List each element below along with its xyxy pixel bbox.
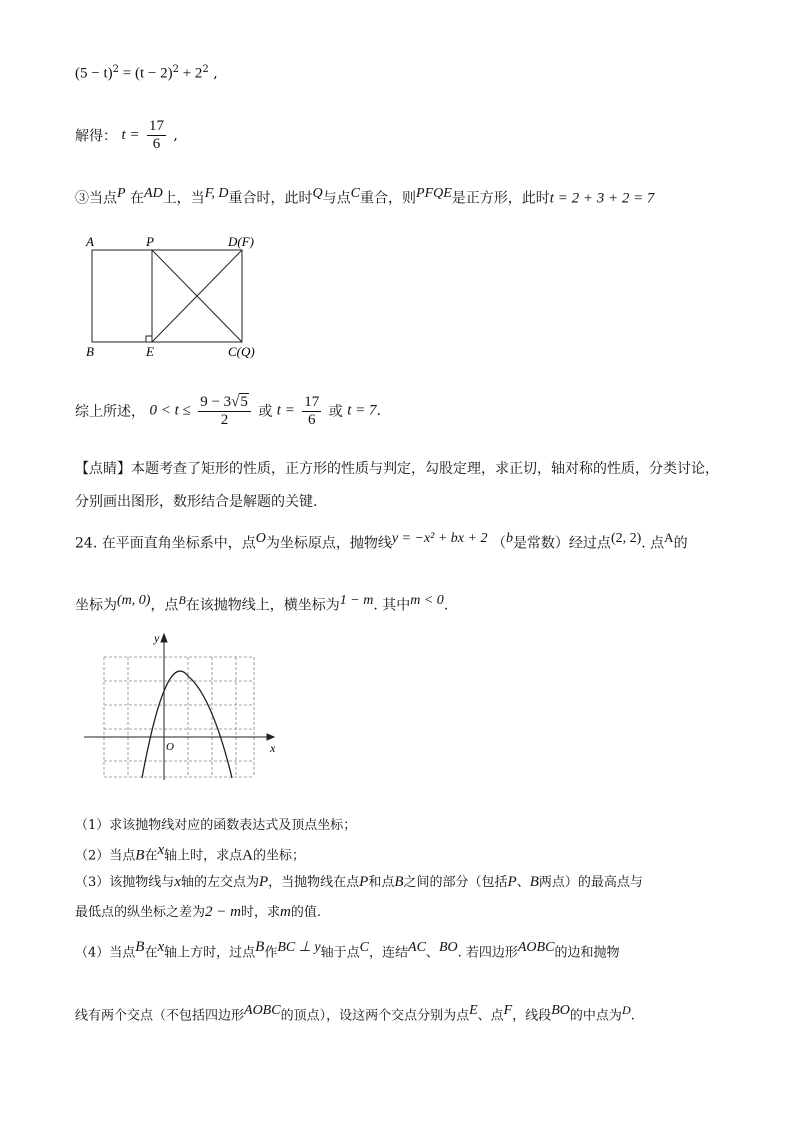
case3-line [75, 186, 654, 208]
sub4-AOBC: AOBC [517, 940, 555, 955]
var-A: A [664, 530, 674, 545]
label-P: P [146, 234, 154, 249]
text-zai: 在 [130, 190, 145, 207]
sub4-l2-e: 的中点为 [569, 1008, 622, 1024]
eq-exp3: 2 [202, 64, 209, 75]
sub3-b: 轴的左交点为 [180, 875, 259, 890]
sub3-c: ，当抛物线在点 [268, 875, 360, 890]
sub4-l2-f: . [630, 1008, 635, 1024]
q24-text-e: 的 [673, 535, 688, 552]
sub4-B2: B [255, 939, 265, 955]
grid [104, 657, 254, 777]
axis-label-x: x [270, 741, 276, 755]
label-A: A [86, 234, 94, 249]
sub4-l2-d: ，线段 [512, 1008, 552, 1024]
var-AD: AD [144, 186, 163, 201]
sub2-b: 在 [144, 848, 158, 864]
sub2-c: 轴上时，求点 [164, 848, 243, 864]
jiede-label: 解得： [75, 128, 117, 145]
x-arrow [267, 734, 274, 740]
var-Q: Q [312, 186, 323, 201]
t-equals-7b: t = 7 [347, 402, 377, 419]
q24-l2-b: ，点 [150, 597, 179, 614]
label-E: E [146, 344, 154, 359]
q24-l2-c: 在该抛物线上，横坐标为 [185, 597, 340, 614]
sub3-P3: P [507, 874, 517, 890]
var-B: B [178, 593, 186, 607]
sub4-D: D [621, 1003, 631, 1017]
sub4-i: 的边和抛物 [554, 945, 620, 961]
sub4-l2-b: 的顶点），设这两个交点分别为点 [280, 1008, 470, 1024]
sub2-A: A [242, 847, 253, 864]
eq-mid: = (t − 2) [119, 65, 173, 82]
num-a: 9 − 3 [200, 394, 232, 410]
frac-num: 17 [148, 118, 164, 134]
zongshang: 综上所述， [75, 404, 145, 420]
frac2-den: 6 [308, 411, 316, 428]
sub3-line1 [75, 871, 643, 891]
summary-line [75, 393, 381, 429]
after-frac: , [173, 127, 178, 144]
y-arrow [161, 634, 167, 642]
sub3-line2 [75, 901, 321, 921]
sub3-P2: P [359, 874, 369, 890]
label-B: B [86, 344, 94, 359]
eq-exp2: 2 [172, 64, 179, 75]
axis-label-y: y [154, 631, 160, 645]
sub4-AC: AC [408, 940, 426, 955]
sub4-h: . 若四边形 [457, 945, 518, 961]
sub4-d: 作 [264, 945, 278, 961]
sub4-F: F [503, 1003, 513, 1018]
var-C: C [350, 186, 361, 201]
sub3-m: m [280, 904, 291, 920]
sub3-l2-b: 时，求 [240, 905, 280, 920]
sub4-C: C [359, 940, 370, 955]
sqrt-den: 2 [220, 412, 229, 428]
frac2-num: 17 [304, 393, 320, 410]
huo2: 或 [328, 404, 343, 420]
parabola-curve [142, 671, 232, 778]
fraction-sqrt [198, 393, 251, 429]
case3-intro: ③当点 [75, 190, 117, 207]
sub2-B: B [135, 847, 145, 864]
rectangle-figure [80, 232, 290, 362]
t-equals-7: t = 2 + 3 + 2 = 7 [549, 190, 655, 207]
eq-exp: 2 [112, 64, 119, 75]
inequality: 0 < t ≤ [149, 402, 191, 419]
sub3-f: 、 [516, 875, 530, 890]
q24-l2-e: . [443, 597, 449, 614]
sub3-expr: 2 − m [205, 904, 241, 920]
eq-end: , [208, 65, 218, 82]
var-b: b [505, 531, 513, 546]
sub1-line: （1）求该抛物线对应的函数表达式及顶点坐标； [75, 818, 357, 833]
sqrt-num [198, 393, 251, 412]
text-yudian: 与点 [322, 190, 351, 207]
text-chonghe2: 重合，则 [360, 190, 417, 207]
label-C: C(Q) [228, 344, 255, 359]
q24-intro: 24. 在平面直角坐标系中，点 [75, 535, 256, 552]
sub4-BO: BO [438, 940, 458, 955]
dianjing-line1: 【点睛】本题考查了矩形的性质，正方形的性质与判定，勾股定理，求正切，轴对称的性质，分类讨论， [75, 461, 719, 477]
fraction-17-6 [147, 118, 166, 153]
sub2-d: 的坐标； [253, 848, 306, 864]
q24-line1 [75, 530, 688, 553]
m-lt-0: m < 0 [410, 593, 444, 608]
sub4-line2 [75, 1003, 635, 1023]
sub4-f: ，连结 [369, 945, 409, 961]
text-shi: 是正方形，此时 [451, 190, 550, 207]
sub2-x: x [157, 842, 165, 858]
sub4-AOBC2: AOBC [244, 1003, 281, 1018]
eq-plus: + 2 [178, 65, 203, 82]
sub4-B: B [135, 939, 145, 955]
q24-text-c: 是常数）经过点 [512, 535, 611, 552]
sub4-BO2: BO [551, 1003, 570, 1018]
parabola-figure [84, 630, 284, 785]
sub3-x: x [174, 874, 181, 890]
sub4-l2-c: 、点 [477, 1008, 504, 1024]
sub4-BCy: BC ⊥ y [277, 940, 321, 955]
sub3-g: 两点）的最高点与 [538, 875, 643, 890]
var-PFQE: PFQE [416, 186, 452, 201]
sub4-l2-a: 线有两个交点（不包括四边形 [75, 1008, 245, 1024]
var-FD: F, D [204, 186, 229, 201]
rect-ABCD [92, 250, 242, 342]
origin-label: O [166, 741, 174, 753]
sub3-P: P [258, 874, 269, 890]
sub3-B: B [394, 874, 404, 890]
sub4-line1 [75, 939, 619, 960]
A-coord: (m, 0) [117, 593, 151, 608]
eq-lhs: (5 − t) [75, 65, 113, 82]
sub3-l2-c: 的值. [290, 905, 321, 920]
solution-line [75, 118, 178, 153]
sub3-e: 之间的部分（包括 [403, 875, 508, 890]
q24-text-d: . 点 [641, 535, 665, 552]
sub3-l2-a: 最低点的纵坐标之差为 [75, 905, 206, 920]
t-equals: t = [121, 127, 140, 143]
dianjing-line2: 分别画出图形，数形结合是解题的关键. [75, 494, 318, 510]
sub4-e: 轴于点 [320, 945, 360, 961]
num-root: 5 [240, 394, 248, 410]
sub3-a: （3）该抛物线与 [75, 875, 175, 890]
right-angle-mark [146, 336, 152, 342]
text-chonghe: 重合时，此时 [228, 190, 313, 207]
t-eq-2: t = [276, 402, 295, 419]
q24-paren: （ [491, 535, 506, 552]
sub4-a: （4）当点 [75, 945, 136, 961]
sqrt-sign: √ [231, 394, 240, 410]
sub3-B2: B [529, 874, 539, 890]
parabola-expr: y = −x² + bx + 2 [391, 531, 488, 546]
var-O: O [255, 531, 266, 546]
label-D: D(F) [228, 234, 254, 249]
huo1: 或 [258, 404, 273, 420]
sub2-line [75, 842, 305, 864]
point-2-2: (2, 2) [610, 531, 642, 546]
q24-l2-a: 坐标为 [75, 597, 117, 614]
q24-l2-d: . 其中 [373, 597, 411, 614]
sub4-c: 轴上方时，过点 [164, 945, 256, 961]
equation-line [75, 64, 218, 83]
summary-end: . [376, 403, 381, 419]
var-P: P [117, 186, 126, 201]
sub3-d: 和点 [368, 875, 395, 890]
one-minus-m: 1 − m [339, 593, 374, 608]
sub2-a: （2）当点 [75, 848, 136, 864]
sub4-b: 在 [144, 945, 158, 961]
sub4-E: E [469, 1003, 478, 1018]
fraction-17-6-b [302, 394, 321, 429]
text-shang: 上，当 [162, 190, 205, 207]
q24-text-b: 为坐标原点，抛物线 [265, 535, 392, 552]
sub4-g: 、 [425, 945, 439, 961]
q24-line2 [75, 593, 448, 615]
frac-den: 6 [152, 136, 161, 152]
sub4-x: x [157, 939, 165, 955]
